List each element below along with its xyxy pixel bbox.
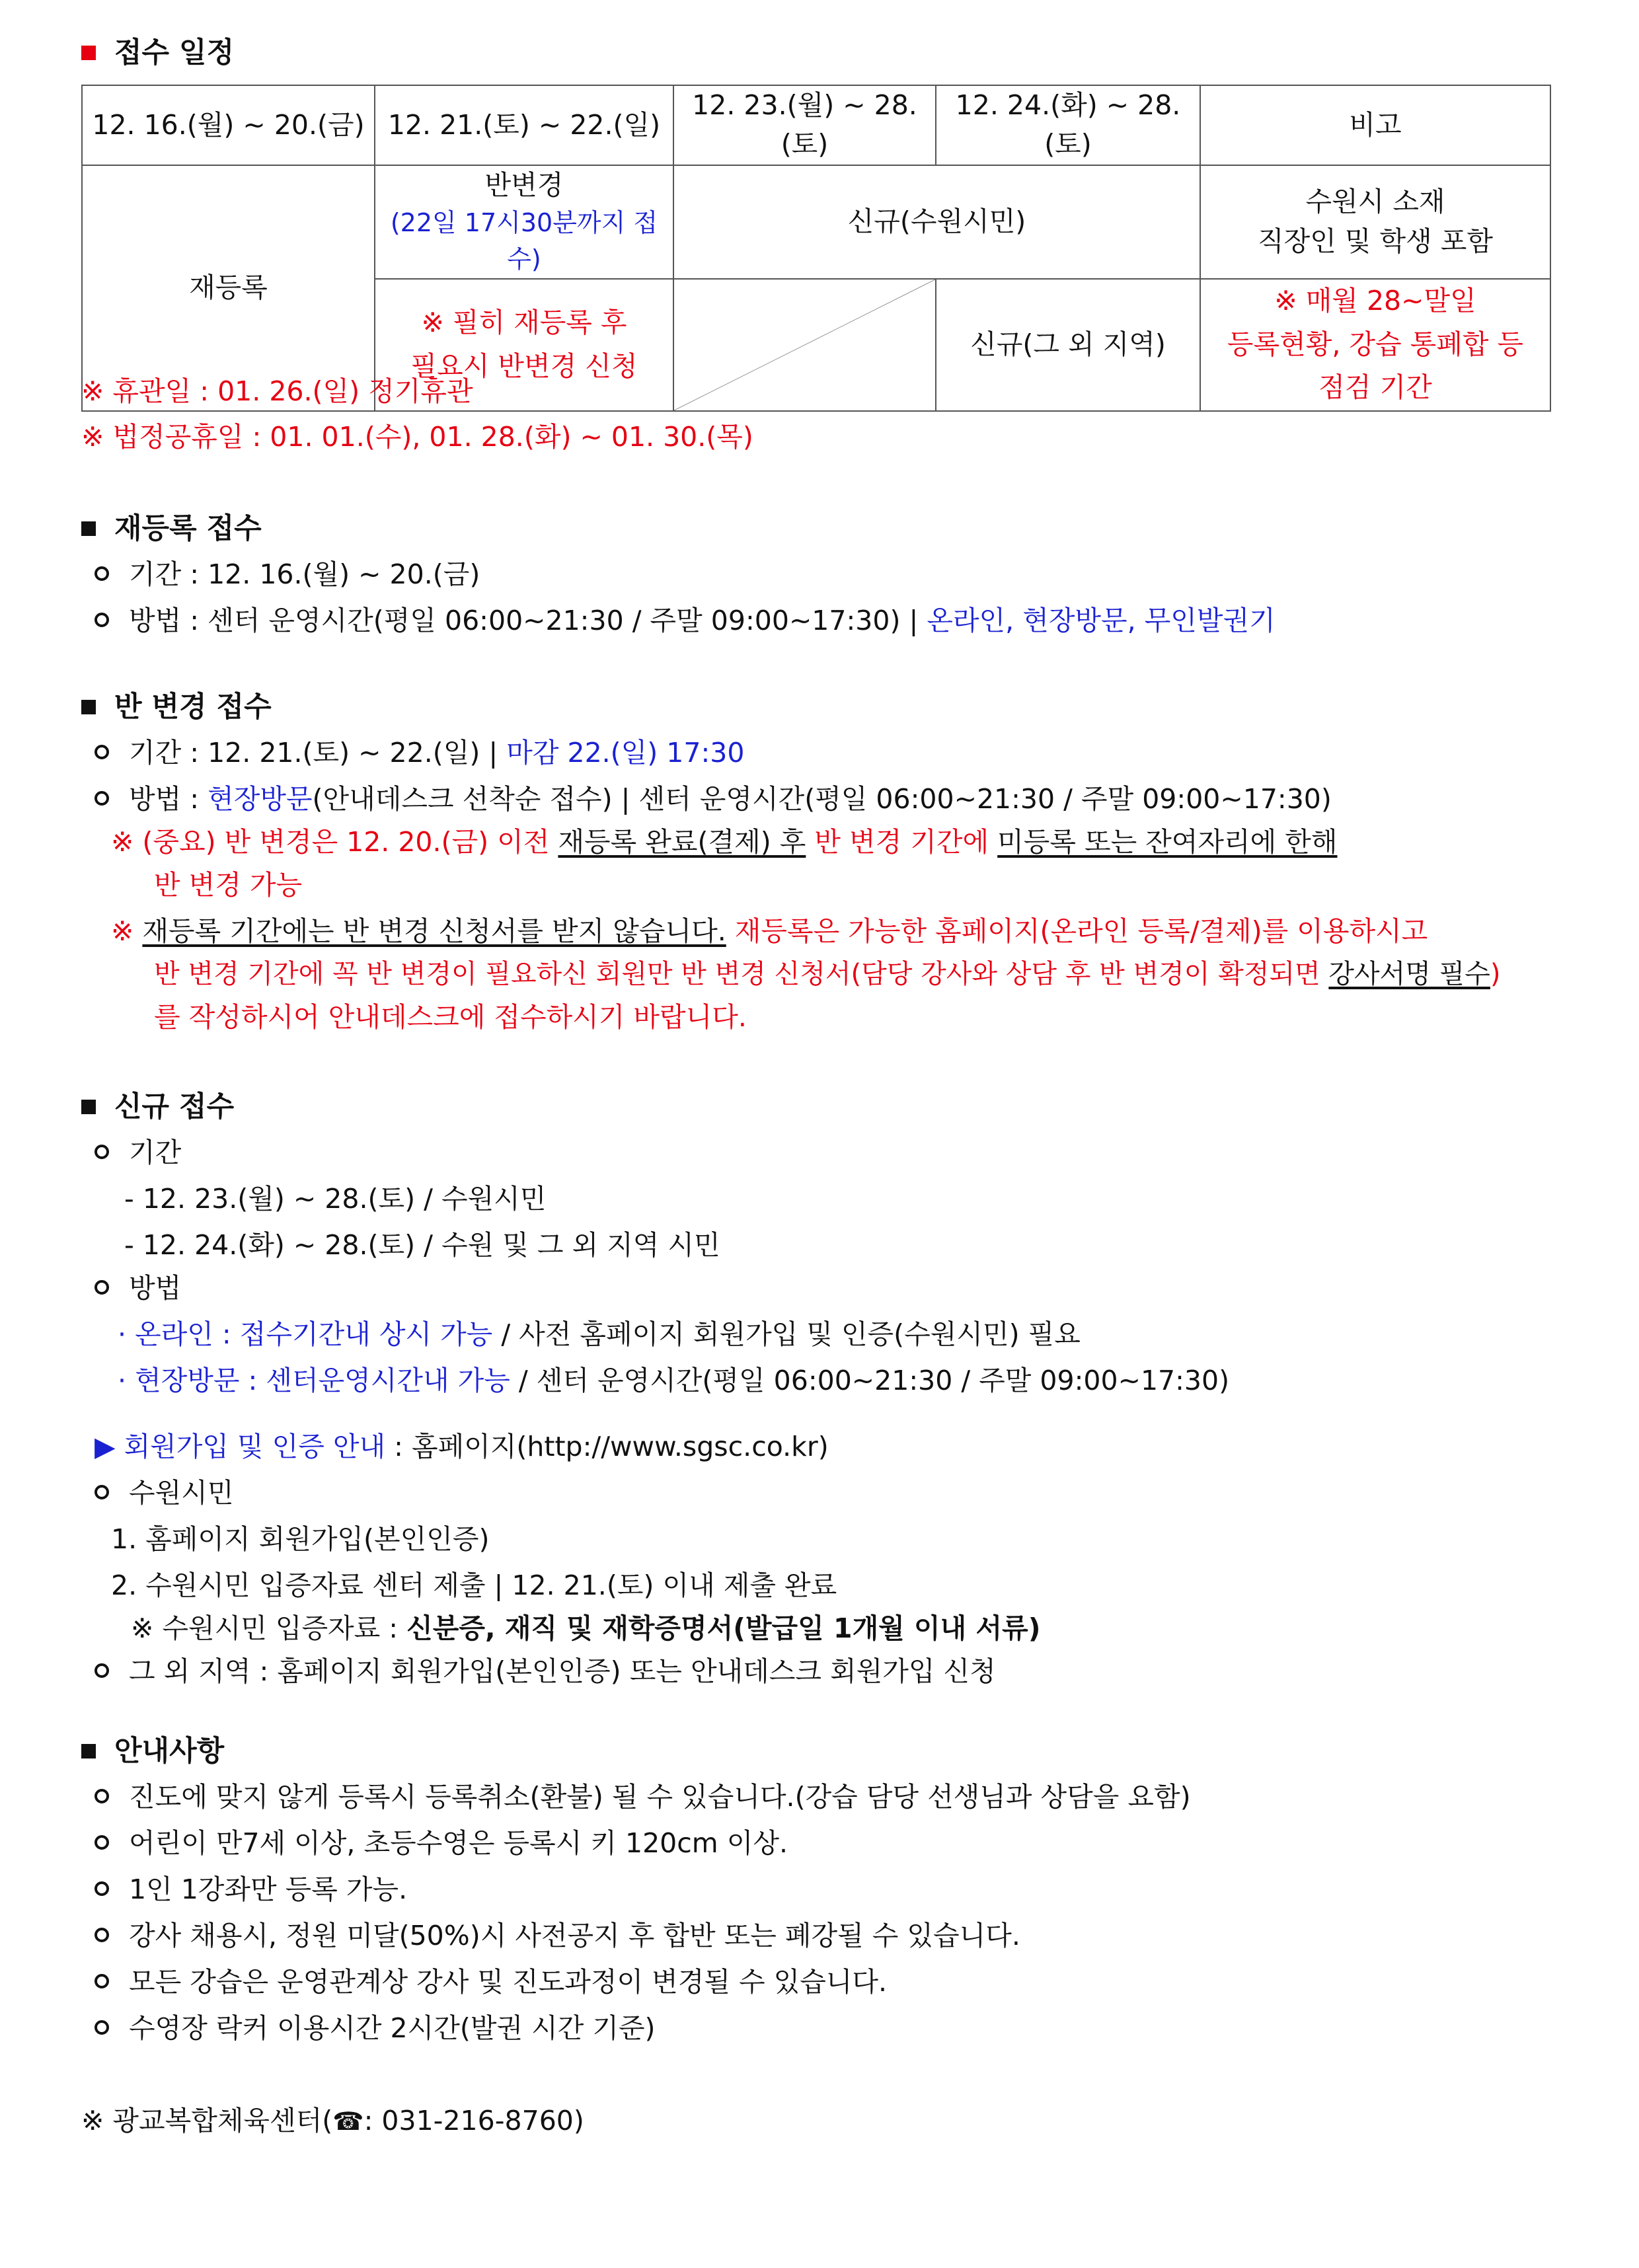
suwon-step: 2. 수원시민 입증자료 센터 제출 | 12. 21.(토) 이내 제출 완료	[111, 1569, 837, 1601]
header-cell: 12. 24.(화) ~ 28.(토)	[936, 85, 1200, 165]
closed-day-note: ※ 휴관일 : 01. 26.(일) 정기휴관	[81, 375, 473, 407]
circle-bullet-icon	[95, 1881, 109, 1896]
note-text: 재등록은 가능한 홈페이지(온라인 등록/결제)를 이용하시고	[726, 915, 1428, 947]
circle-bullet-icon	[95, 1145, 109, 1159]
black-square-bullet-icon	[81, 1100, 96, 1114]
header-cell: 12. 23.(월) ~ 28.(토)	[673, 85, 936, 165]
circle-bullet-icon	[95, 1789, 109, 1803]
phone-icon: ☎	[332, 2107, 364, 2136]
new-suwon-cell: 신규(수원시민)	[673, 165, 1200, 279]
schedule-row	[82, 165, 1550, 279]
class-change-period-text: 기간 : 12. 21.(토) ~ 22.(일) |	[129, 737, 507, 769]
info-item	[95, 1966, 887, 1998]
onsite-method-text: · 현장방문 : 센터운영시간내 가능	[118, 1365, 510, 1396]
remark-line: 직장인 및 학생 포함	[1258, 225, 1493, 257]
class-change-important-note	[111, 826, 1338, 858]
class-change-period	[95, 737, 744, 769]
circle-bullet-icon	[95, 566, 109, 581]
other-region	[95, 1655, 996, 1688]
class-change-method-label: 방법 :	[129, 783, 208, 815]
new-other-cell: 신규(그 외 지역)	[936, 279, 1200, 411]
note-underlined: 강사서명 필수	[1328, 959, 1490, 989]
reregister-method-channels: 온라인, 현장방문, 무인발권기	[927, 605, 1276, 636]
suwon-citizen-text: 수원시민	[129, 1477, 234, 1509]
info-item-text: 수영장 락커 이용시간 2시간(발권 시간 기준)	[129, 2012, 656, 2044]
header-cell: 12. 21.(토) ~ 22.(일)	[375, 85, 673, 165]
info-item-text: 진도에 맞지 않게 등록시 등록취소(환불) 될 수 있습니다.(강습 담당 선생님과 상담을 요함)	[129, 1781, 1191, 1813]
footer-center-name: ※ 광교복합체육센터(	[81, 2105, 333, 2136]
remark-line: 수원시 소재	[1305, 186, 1445, 218]
schedule-header-row	[82, 85, 1550, 165]
footer-phone-number: : 031-216-8760)	[363, 2105, 584, 2136]
class-change-label: 반변경	[484, 169, 564, 201]
footer-contact	[81, 2105, 584, 2137]
holidays-note: ※ 법정공휴일 : 01. 01.(수), 01. 28.(화) ~ 01. 30.(목)	[81, 421, 753, 453]
reregister-period-text: 기간 : 12. 16.(월) ~ 20.(금)	[129, 558, 480, 590]
circle-bullet-icon	[95, 745, 109, 759]
info-item	[95, 1920, 1020, 1952]
remark-red-line: 등록현황, 강습 통폐합 등	[1227, 328, 1524, 360]
class-change-note-line: 필요시 반변경 신청	[410, 350, 638, 382]
info-item-text: 모든 강습은 운영관계상 강사 및 진도과정이 변경될 수 있습니다.	[129, 1966, 888, 1998]
diagonal-line	[674, 280, 935, 410]
reregister-title-text: 재등록 접수	[114, 512, 262, 545]
new-period-item: - 12. 23.(월) ~ 28.(토) / 수원시민	[124, 1183, 547, 1215]
circle-bullet-icon	[95, 1928, 109, 1942]
proof-note-docs: 신분증, 재직 및 재학증명서(발급일 1개월 이내 서류)	[406, 1612, 1041, 1644]
new-method-online	[118, 1318, 1081, 1351]
info-item	[95, 1873, 407, 1906]
class-change-form-note-end: 를 작성하시어 안내데스크에 접수하시기 바랍니다.	[154, 1001, 747, 1033]
empty-diagonal-cell	[673, 279, 936, 411]
schedule-title-text: 접수 일정	[114, 36, 235, 69]
new-registration-section-title	[81, 1090, 234, 1125]
new-period-text: 기간	[129, 1137, 182, 1168]
class-change-note-line: ※ 필히 재등록 후	[421, 306, 627, 338]
circle-bullet-icon	[95, 1280, 109, 1295]
note-text: 반 변경 기간에 꼭 반 변경이 필요하신 회원만 반 변경 신청서(담당 강사와 상담 후 반 변경이 확정되면	[154, 959, 1329, 989]
info-title-text: 안내사항	[114, 1735, 225, 1768]
reregister-cell: 재등록	[82, 165, 375, 411]
schedule-section-title	[81, 36, 234, 71]
black-square-bullet-icon	[81, 1744, 96, 1758]
signup-guide-url: : 홈페이지(http://www.sgsc.co.kr)	[385, 1431, 829, 1462]
class-change-deadline-text: 마감 22.(일) 17:30	[506, 737, 745, 769]
circle-bullet-icon	[95, 1835, 109, 1850]
reregister-section-title	[81, 512, 262, 547]
red-square-bullet-icon	[81, 46, 96, 60]
suwon-citizen-label	[95, 1477, 233, 1509]
class-change-method-onsite: 현장방문	[208, 783, 313, 815]
reregister-period	[95, 558, 480, 591]
class-change-cell	[375, 165, 673, 279]
note-text: )	[1490, 959, 1501, 989]
info-item-text: 어린이 만7세 이상, 초등수영은 등록시 키 120cm 이상.	[129, 1827, 788, 1859]
class-change-deadline: (22일 17시30분까지 접수)	[390, 208, 658, 274]
remark-cell	[1200, 165, 1550, 279]
remark-red-cell	[1200, 279, 1550, 411]
signup-guide-label: ▶ 회원가입 및 인증 안내	[95, 1431, 386, 1462]
schedule-table	[81, 85, 1551, 412]
suwon-step: 1. 홈페이지 회원가입(본인인증)	[111, 1523, 490, 1555]
info-item-text: 1인 1강좌만 등록 가능.	[129, 1873, 408, 1905]
new-period-label	[95, 1137, 181, 1169]
online-method-text: · 온라인 : 접수기간내 상시 가능	[118, 1318, 493, 1350]
class-change-method-detail: (안내데스크 선착순 접수) | 센터 운영시간(평일 06:00~21:30 / 주말 09:00~17:30)	[312, 783, 1332, 815]
header-cell: 12. 16.(월) ~ 20.(금)	[82, 85, 375, 165]
onsite-method-detail: / 센터 운영시간(평일 06:00~21:30 / 주말 09:00~17:30)	[510, 1365, 1230, 1396]
new-method-onsite	[118, 1365, 1229, 1397]
circle-bullet-icon	[95, 2020, 109, 2035]
new-method-label	[95, 1272, 181, 1304]
class-change-method	[95, 783, 1332, 815]
class-change-title-text: 반 변경 접수	[114, 691, 272, 724]
class-change-important-note-cont: 반 변경 가능	[154, 869, 303, 901]
remark-red-line: 점검 기간	[1318, 371, 1432, 404]
new-method-text: 방법	[129, 1272, 182, 1304]
other-region-text: 그 외 지역 : 홈페이지 회원가입(본인인증) 또는 안내데스크 회원가입 신청	[129, 1655, 996, 1687]
note-underlined: 재등록 기간에는 반 변경 신청서를 받지 않습니다.	[142, 915, 726, 947]
note-text: 반 변경 기간에	[806, 826, 998, 858]
note-text: ※ (중요) 반 변경은 12. 20.(금) 이전	[111, 826, 558, 858]
info-section-title	[81, 1735, 224, 1769]
suwon-proof-note	[131, 1612, 1041, 1645]
circle-bullet-icon	[95, 1485, 109, 1499]
circle-bullet-icon	[95, 1974, 109, 1988]
black-square-bullet-icon	[81, 521, 96, 536]
circle-bullet-icon	[95, 791, 109, 806]
note-mark: ※	[111, 915, 143, 947]
info-item	[95, 1781, 1191, 1813]
note-underlined: 재등록 완료(결제) 후	[558, 826, 806, 858]
info-item-text: 강사 채용시, 정원 미달(50%)시 사전공지 후 합반 또는 폐강될 수 있습니다.	[129, 1920, 1020, 1951]
online-method-detail: / 사전 홈페이지 회원가입 및 인증(수원시민) 필요	[492, 1318, 1081, 1350]
proof-note-label: ※ 수원시민 입증자료 :	[131, 1612, 407, 1644]
info-item	[95, 2012, 656, 2045]
reregister-method-text: 방법 : 센터 운영시간(평일 06:00~21:30 / 주말 09:00~17:30) |	[129, 605, 927, 636]
black-square-bullet-icon	[81, 700, 96, 714]
circle-bullet-icon	[95, 1663, 109, 1678]
signup-guide	[95, 1431, 829, 1463]
new-registration-title-text: 신규 접수	[114, 1090, 235, 1123]
class-change-section-title	[81, 691, 272, 725]
class-change-form-note	[111, 915, 1428, 948]
note-underlined: 미등록 또는 잔여자리에 한해	[997, 826, 1338, 858]
circle-bullet-icon	[95, 613, 109, 627]
new-period-item: - 12. 24.(화) ~ 28.(토) / 수원 및 그 외 지역 시민	[124, 1229, 720, 1261]
remark-red-line: ※ 매월 28~말일	[1274, 285, 1476, 317]
class-change-form-note-cont	[154, 958, 1501, 990]
info-item	[95, 1827, 788, 1860]
reregister-method	[95, 605, 1276, 637]
header-cell: 비고	[1200, 85, 1550, 165]
